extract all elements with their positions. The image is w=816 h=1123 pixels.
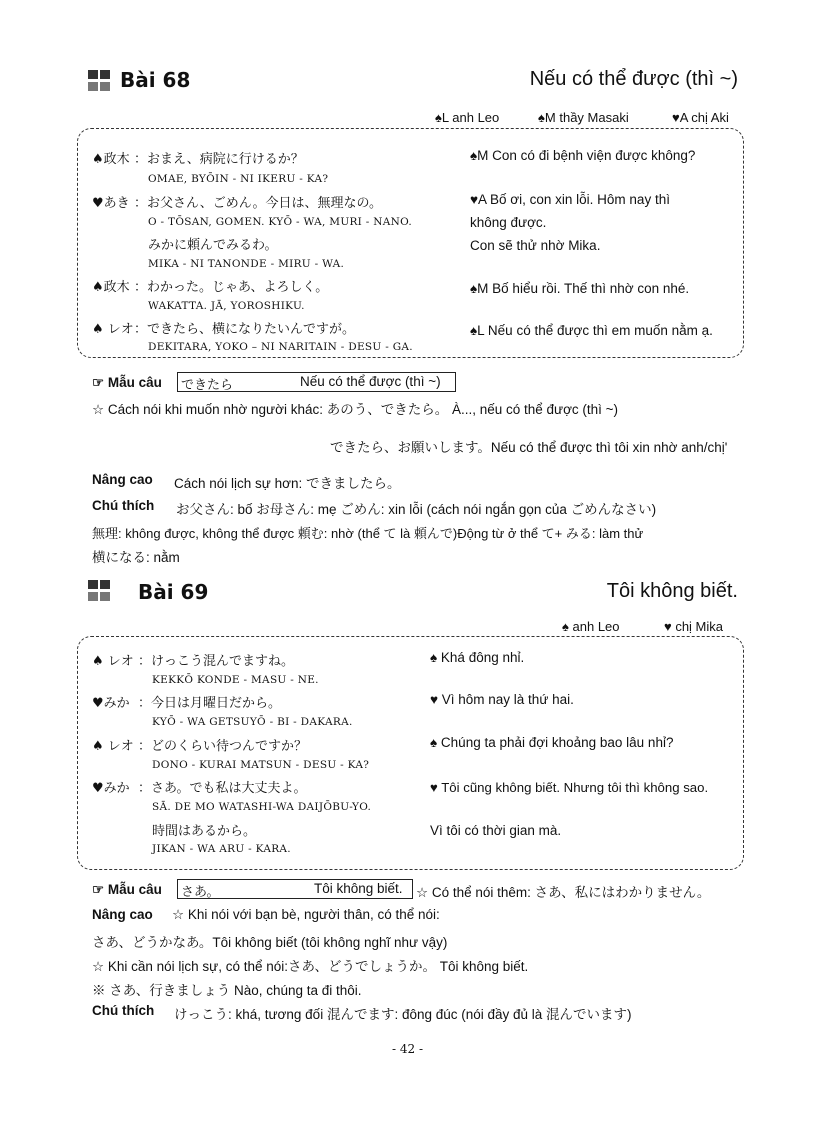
advanced-text: Cách nói lịch sự hơn: できましたら。: [174, 476, 401, 491]
advanced-line: ※ さあ、行きましょう Nào, chúng ta đi thôi.: [92, 983, 362, 998]
advanced-label: Nâng cao: [92, 907, 153, 922]
advanced-line: ☆ Khi cần nói lịch sự, có thể nói:さあ、どうでしょうか。 Tôi không biết.: [92, 959, 529, 974]
translation-line: ♥ Tôi cũng không biết. Nhưng tôi thì không sao.: [430, 780, 709, 795]
dialogue-line: ：さあ。でも私は大丈夫よ。: [138, 781, 307, 796]
dialogue-speaker: ♠ レオ: [92, 654, 134, 669]
character-aki: ♥A chị Aki: [672, 110, 729, 125]
dialogue-speaker: ♠政木: [92, 280, 130, 295]
lesson-icon: [88, 580, 112, 602]
dialogue-line: ：お父さん、ごめん。今日は、無理なの。: [134, 196, 383, 211]
dialogue-line: ：おまえ、病院に行けるか？: [134, 152, 304, 167]
notes-line: 横になる: nằm: [92, 550, 180, 565]
dialogue-line: 時間はあるから。: [152, 824, 257, 839]
notes-label: Chú thích: [92, 498, 155, 513]
dialogue-romaji: SĀ. DE MO WATASHI-WA DAIJŌBU-YO.: [152, 801, 372, 813]
translation-line: ♥A Bố ơi, con xin lỗi. Hôm nay thì: [470, 192, 670, 207]
dialogue-romaji: O - TŌSAN, GOMEN. KYŌ - WA, MURI - NANO.: [148, 216, 413, 228]
dialogue-line: みかに頼んでみるわ。: [148, 238, 278, 253]
lesson-icon: [88, 70, 112, 92]
notes-text: けっこう: khá, tương đối 混んでます: đông đúc (nói đầy đủ là 混んでいます): [174, 1007, 632, 1022]
character-mika: ♥ chị Mika: [664, 619, 724, 634]
dialogue-romaji: JIKAN - WA ARU - KARA.: [152, 843, 291, 855]
dialogue-romaji: WAKATTA. JĀ, YOROSHIKU.: [148, 300, 305, 312]
pattern-vi: Nếu có thể được (thì ~): [300, 374, 441, 389]
notes-line: 無理: không được, không thể được 頼む: nhờ (thể て là 頼んで)Động từ ở thể て+ みる: làm thử: [92, 526, 644, 541]
notes-line: お父さん: bố お母さん: mẹ ごめん: xin lỗi (cách nói ngắn gọn của ごめんなさい): [176, 502, 657, 517]
translation-line: Con sẽ thử nhờ Mika.: [470, 238, 601, 253]
dialogue-line: ：今日は月曜日だから。: [138, 696, 282, 711]
dialogue-romaji: KEKKŌ KONDE - MASU - NE.: [152, 674, 319, 686]
dialogue-speaker: ♠ レオ: [92, 322, 134, 337]
dialogue-line: ：できたら、横になりたいんですが。: [134, 322, 356, 337]
dialogue-romaji: OMAE, BYŌIN - NI IKERU - KA?: [148, 173, 329, 185]
usage-note: ☆ Cách nói khi muốn nhờ người khác: あのう、できたら。 À..., nếu có thể được (thì ~): [92, 402, 619, 417]
translation-line: ♠M Con có đi bệnh viện được không?: [470, 148, 696, 163]
dialogue-speaker: ♥みか: [92, 781, 130, 796]
character-masaki: ♠M thầy Masaki: [538, 110, 629, 125]
page-number: - 42 -: [392, 1042, 424, 1056]
pattern-jp: できたら: [181, 378, 234, 393]
dialogue-line: ：どのくらい待つんですか？: [138, 739, 308, 754]
advanced-label: Nâng cao: [92, 472, 153, 487]
translation-line: Vì tôi có thời gian mà.: [430, 823, 562, 838]
dialogue-line: ：わかった。じゃあ、よろしく。: [134, 280, 329, 295]
usage-example: できたら、お願いします。Nếu có thể được thì tôi xin nhờ anh/chị': [330, 440, 728, 455]
translation-line: ♠L Nếu có thể được thì em muốn nằm ạ.: [470, 323, 713, 338]
translation-line: ♥ Vì hôm nay là thứ hai.: [430, 692, 574, 707]
lesson-68-number: Bài 68: [120, 68, 191, 92]
lesson-69-number: Bài 69: [138, 580, 209, 604]
dialogue-romaji: DONO - KURAI MATSUN - DESU - KA?: [152, 759, 370, 771]
dialogue-line: ：けっこう混んでますね。: [138, 654, 295, 669]
notes-label: Chú thích: [92, 1003, 155, 1018]
dialogue-speaker: ♥みか: [92, 696, 130, 711]
dialogue-romaji: MIKA - NI TANONDE - MIRU - WA.: [148, 258, 345, 270]
advanced-text: ☆ Khi nói với bạn bè, người thân, có thể nói:: [172, 907, 440, 922]
character-leo: ♠ anh Leo: [562, 619, 620, 634]
pattern-jp: さあ。: [181, 885, 220, 900]
pattern-label: ☞ Mẫu câu: [92, 375, 162, 390]
advanced-line: さあ、どうかなあ。Tôi không biết (tôi không nghĩ như vậy): [92, 935, 448, 950]
pattern-label: ☞ Mẫu câu: [92, 882, 162, 897]
translation-line: ♠M Bố hiểu rồi. Thế thì nhờ con nhé.: [470, 281, 690, 296]
lesson-69-title: Tôi không biết.: [606, 580, 738, 602]
dialogue-romaji: KYŌ - WA GETSUYŌ - BI - DAKARA.: [152, 716, 353, 728]
translation-line: ♠ Khá đông nhỉ.: [430, 650, 525, 665]
dialogue-speaker: ♠政木: [92, 152, 130, 167]
translation-line: ♠ Chúng ta phải đợi khoảng bao lâu nhỉ?: [430, 735, 674, 750]
dialogue-romaji: DEKITARA, YOKO – NI NARITAIN - DESU - GA.: [148, 341, 413, 353]
translation-line: không được.: [470, 215, 547, 230]
pattern-vi: Tôi không biết.: [314, 881, 403, 896]
dialogue-speaker: ♥あき: [92, 196, 130, 211]
character-leo: ♠L anh Leo: [435, 110, 500, 125]
dialogue-speaker: ♠ レオ: [92, 739, 134, 754]
lesson-68-title: Nếu có thể được (thì ~): [529, 68, 738, 90]
pattern-extra: ☆ Có thể nói thêm: さあ、私にはわかりません。: [416, 885, 711, 900]
